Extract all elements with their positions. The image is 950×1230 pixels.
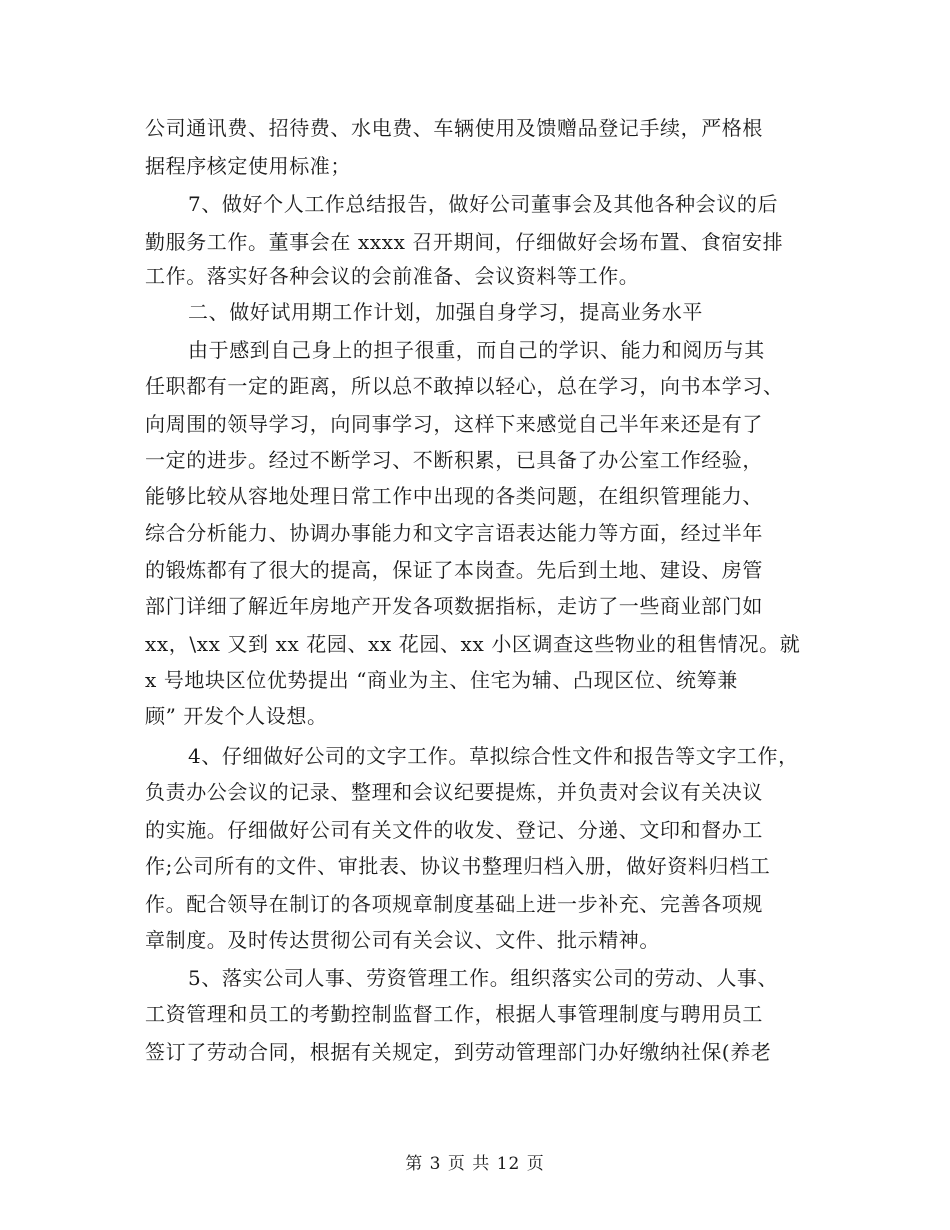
page-number-footer: 第 3 页 共 12 页 — [405, 1154, 545, 1174]
text-line: 的实施。仔细做好公司有关文件的收发、登记、分递、文印和督办工 — [145, 818, 763, 842]
text-line: 作。配合领导在制订的各项规章制度基础上进一步补充、完善各项规 — [145, 892, 763, 916]
text-line: 工作。落实好各种会议的会前准备、会议资料等工作。 — [145, 264, 640, 288]
text-line: 据程序核定使用标准； — [145, 154, 351, 178]
text-line: xx，\xx 又到 xx 花园、xx 花园、xx 小区调查这些物业的租售情况。就 — [145, 632, 801, 656]
text-line: 顾” 开发个人设想。 — [145, 704, 328, 728]
text-line: 5、落实公司人事、劳资管理工作。组织落实公司的劳动、人事、 — [188, 966, 779, 990]
text-line: 负责办公会议的记录、整理和会议纪要提炼，并负责对会议有关决议 — [145, 780, 763, 804]
text-line: 作;公司所有的文件、审批表、协议书整理归档入册，做好资料归档工 — [145, 854, 771, 878]
text-line: 部门详细了解近年房地产开发各项数据指标，走访了一些商业部门如 — [145, 594, 763, 618]
text-line: 向周围的领导学习，向同事学习，这样下来感觉自己半年来还是有了 — [145, 412, 763, 436]
text-line: 的锻炼都有了很大的提高，保证了本岗查。先后到土地、建设、房管 — [145, 558, 763, 582]
text-line: 章制度。及时传达贯彻公司有关会议、文件、批示精神。 — [145, 928, 660, 952]
text-line: 签订了劳动合同，根据有关规定，到劳动管理部门办好缴纳社保(养老 — [145, 1040, 772, 1064]
text-line: 勤服务工作。董事会在 xxxx 召开期间，仔细做好会场布置、食宿安排 — [145, 230, 784, 254]
text-line: 任职都有一定的距离，所以总不敢掉以轻心，总在学习，向书本学习、 — [145, 374, 784, 398]
text-line: 能够比较从容地处理日常工作中出现的各类问题，在组织管理能力、 — [145, 484, 763, 508]
text-line: 公司通讯费、招待费、水电费、车辆使用及馈赠品登记手续，严格根 — [145, 116, 763, 140]
text-line: x 号地块区位优势提出 “商业为主、住宅为辅、凸现区位、统筹兼 — [145, 668, 738, 692]
text-line: 由于感到自己身上的担子很重，而自己的学识、能力和阅历与其 — [188, 338, 765, 362]
text-line: 综合分析能力、协调办事能力和文字言语表达能力等方面，经过半年 — [145, 521, 763, 545]
text-line: 7、做好个人工作总结报告，做好公司董事会及其他各种会议的后 — [188, 192, 779, 216]
text-line: 一定的进步。经过不断学习、不断积累，已具备了办公室工作经验， — [145, 448, 763, 472]
text-line: 4、仔细做好公司的文字工作。草拟综合性文件和报告等文字工作， — [188, 744, 799, 768]
section-heading: 二、做好试用期工作计划，加强自身学习，提高业务水平 — [188, 300, 703, 324]
text-line: 工资管理和员工的考勤控制监督工作，根据人事管理制度与聘用员工 — [145, 1002, 763, 1026]
